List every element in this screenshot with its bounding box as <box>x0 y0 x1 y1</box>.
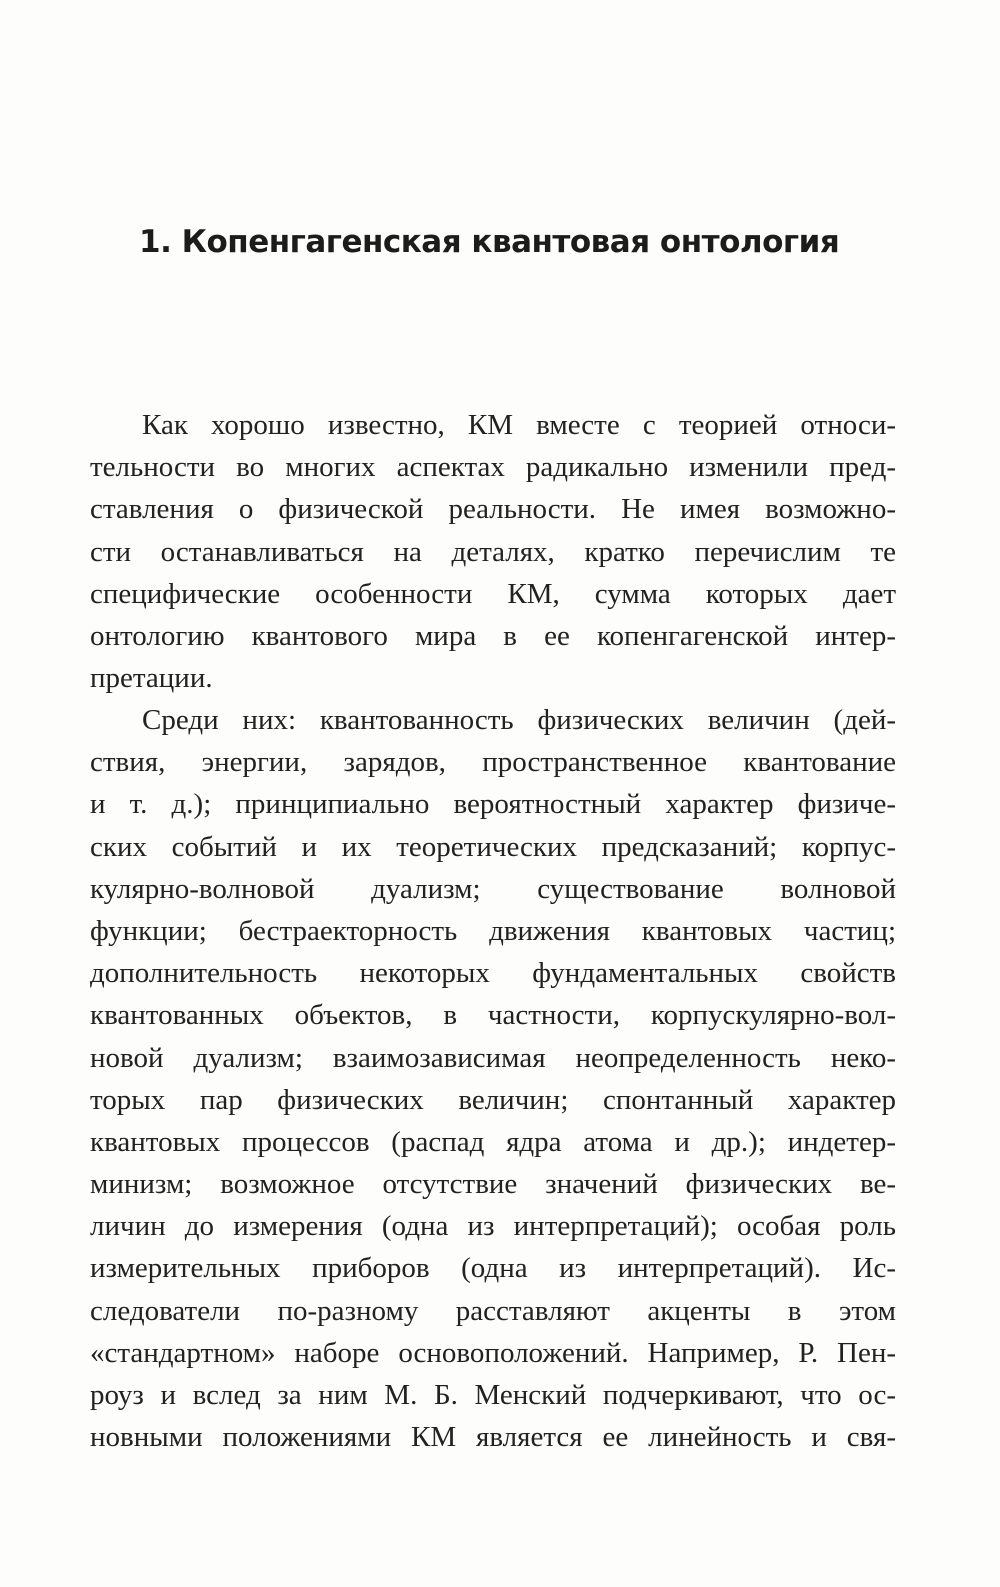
text-line: тельности во многих аспектах радикально изменили пред- <box>90 451 896 484</box>
text-line: дополнительность некоторых фундаментальных свойств <box>90 957 896 990</box>
text-line: онтологию квантового мира в ее копенгагенской интер- <box>90 619 896 652</box>
text-line: функции; бестраекторность движения квантовых частиц; <box>90 914 896 947</box>
text-line: Среди них: квантованность физических величин (дей- <box>142 704 896 736</box>
text-line: Как хорошо известно, КМ вместе с теорией относи- <box>142 409 896 441</box>
paragraph-intro <box>90 404 896 699</box>
text-line: квантовых процессов (распад ядра атома и др.); индетер- <box>90 1125 896 1158</box>
chapter-heading: 1. Копенгагенская квантовая онтология <box>139 224 840 260</box>
text-line: ских событий и их теоретических предсказаний; корпус- <box>90 830 896 863</box>
text-line: «стандартном» наборе основоположений. Например, Р. Пен- <box>90 1336 896 1369</box>
text-line: следователи по-разному расставляют акценты в этом <box>90 1294 896 1327</box>
text-line: личин до измерения (одна из интерпретаций); особая роль <box>90 1210 896 1243</box>
text-line: квантованных объектов, в частности, корпускулярно-вол- <box>90 999 896 1032</box>
text-line: минизм; возможное отсутствие значений физических ве- <box>90 1168 896 1201</box>
text-line: и т. д.); принципиально вероятностный характер физиче- <box>90 788 896 821</box>
text-line: кулярно-волновой дуализм; существование волновой <box>90 872 896 905</box>
text-line: торых пар физических величин; спонтанный характер <box>90 1083 896 1116</box>
text-line: новой дуализм; взаимозависимая неопределенность неко- <box>90 1041 896 1074</box>
text-line: сти останавливаться на деталях, кратко перечислим те <box>90 535 896 568</box>
text-line: измерительных приборов (одна из интерпретаций). Ис- <box>90 1252 896 1285</box>
text-line: ствия, энергии, зарядов, пространственное квантование <box>90 746 896 779</box>
text-line: претации. <box>90 662 213 695</box>
paragraph-features <box>90 699 896 1458</box>
text-line: ставления о физической реальности. Не имея возможно- <box>90 493 896 526</box>
text-line: специфические особенности КМ, сумма которых дает <box>90 577 896 610</box>
text-line: роуз и вслед за ним М. Б. Менский подчеркивают, что ос- <box>90 1379 896 1411</box>
text-line: новными положениями КМ является ее линейность и свя- <box>90 1421 896 1454</box>
